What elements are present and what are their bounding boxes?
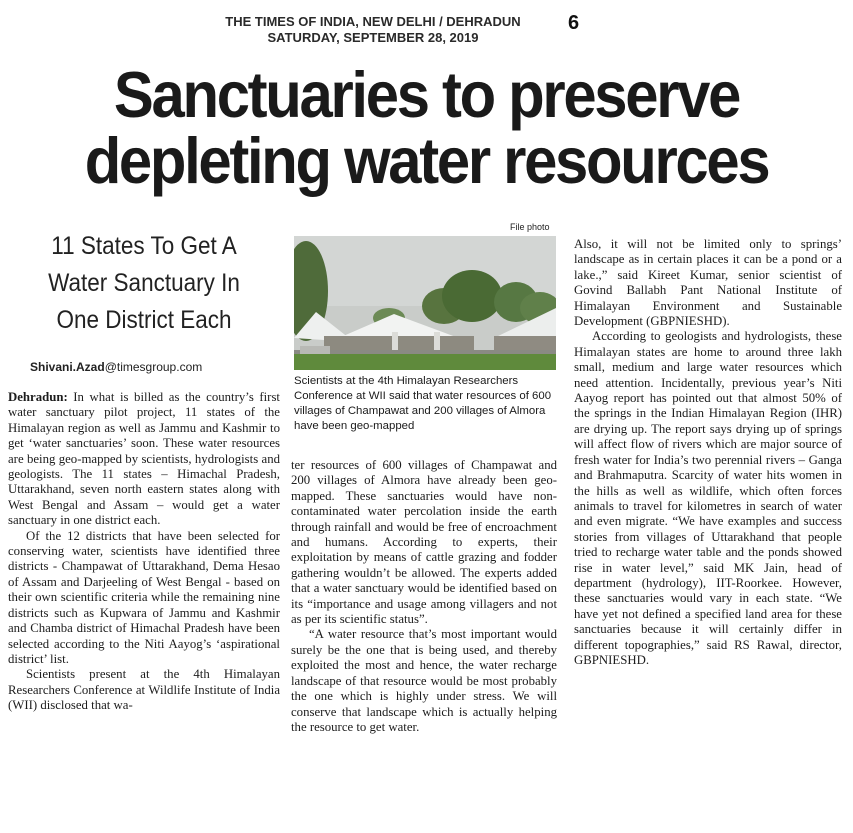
article-paragraph: “A water resource that’s most important would surely be the one that is being used, and thereby exploited the most and hence, the water recharge landscape of that resource would be most probably the one which is highly under stress. We will conserve that landscape which is actually helping the resource to get water. xyxy=(291,627,557,734)
photo-credit: File photo xyxy=(510,222,550,232)
headline-line-1: Sanctuaries to preserve xyxy=(113,58,740,131)
dateline: Dehradun: xyxy=(8,390,68,404)
byline-name: Shivani.Azad xyxy=(30,360,105,374)
byline-domain: @timesgroup.com xyxy=(104,360,203,374)
deck-line-1: 11 States To Get A xyxy=(51,232,237,260)
photo-caption: Scientists at the 4th Himalayan Researchers Conference at WII said that water resources of 600 villages of Champawat and 200 villages of Almora have been geo-mapped xyxy=(294,375,552,432)
article-column-3 xyxy=(574,237,842,668)
article-column-2 xyxy=(291,458,557,735)
masthead xyxy=(208,14,538,46)
headline-line-2: depleting water resources xyxy=(84,124,769,197)
paragraph-text: In what is billed as the country’s first water sanctuary pilot project, 11 states of the Himalayan region as well as Jammu and Kashmir to get ‘water sanctuaries’ soon. These water resources are being geo-mapped by scientists, hydrologists and geologists. The 11 states – Himachal Pradesh, Uttarakhand, seven north eastern states along with West Bengal and Assam – would get a water sanctuary in one district each. xyxy=(8,390,280,528)
page-number: 6 xyxy=(568,12,580,34)
article-paragraph: Of the 12 districts that have been selected for conserving water, scientists have identified three districts - Champawat of Uttarakhand, Dema Hesao of Assam and Darjeeling of West Bengal - based on their own scientific criteria while the remaining nine districts such as Kupwara of Jammu and Kashmir and Chamba district of Himachal Pradesh have been selected according to the Niti Aayog’s ‘aspirational district’ list. xyxy=(8,528,280,666)
article-paragraph: Also, it will not be limited only to springs’ landscape as in certain places it can be a pond or a lake.,” said Kireet Kumar, senior scientist of Govind Ballabh Pant National Institute of Himalayan Environment and Sustainable Development (GBPNIESHD). xyxy=(574,237,842,329)
deck-line-3: One District Each xyxy=(56,306,232,334)
article-paragraph: According to geologists and hydrologists, these Himalayan states are home to around three lakh small, medium and large water resources which need attention. Incidentally, previous year’s Niti Aayog report has pointed out that almost 50% of the springs in the Indian Himalayan Region (IHR) are drying up. The report says drying up of springs will affect flow of rivers which are major source of fresh water for India’s two perennial rivers – Ganga and Brahmaputra. Scarcity of water hits women in the hills as well as wildlife, which often forces animals to travel for kilometres in search of water and even migrate. “We have examples and success stories from villages of Uttarakhand that people tried to recharge water table and the ponds showed rise in water level,” said MK Jain, head of department (hydrology), IIT-Roorkee. However, these sanctuaries would vary in each state. “We have yet not defined a specified land area for these sanctuaries because it will certainly differ in different topographies,” said RS Rawal, director, GBPNIESHD. xyxy=(574,329,842,667)
byline xyxy=(30,360,202,374)
masthead-date: SATURDAY, SEPTEMBER 28, 2019 xyxy=(267,30,479,45)
article-paragraph: Scientists present at the 4th Himalayan Researchers Conference at Wildlife Institute of India (WII) disclosed that wa- xyxy=(8,667,280,713)
article-column-1 xyxy=(8,390,280,714)
headline xyxy=(34,58,819,197)
deck-line-2: Water Sanctuary In xyxy=(48,269,240,297)
article-paragraph: ter resources of 600 villages of Champawat and 200 villages of Almora have already been geo-mapped. These sanctuaries would have non-contaminated water percolation inside the earth through rainfall and would be free of encroachment and humans. According to experts, their exploitation by means of cattle grazing and fodder gathering wouldn’t be allowed. The experts added that a water sanctuary would be identified based on its “importance and usage among villagers and not as per its scientific status”. xyxy=(291,458,557,627)
masthead-title: THE TIMES OF INDIA, NEW DELHI / DEHRADUN xyxy=(225,14,521,29)
article-paragraph xyxy=(8,390,280,529)
article-photo xyxy=(294,236,556,370)
photo-illustration xyxy=(294,236,556,370)
deck xyxy=(22,228,267,339)
